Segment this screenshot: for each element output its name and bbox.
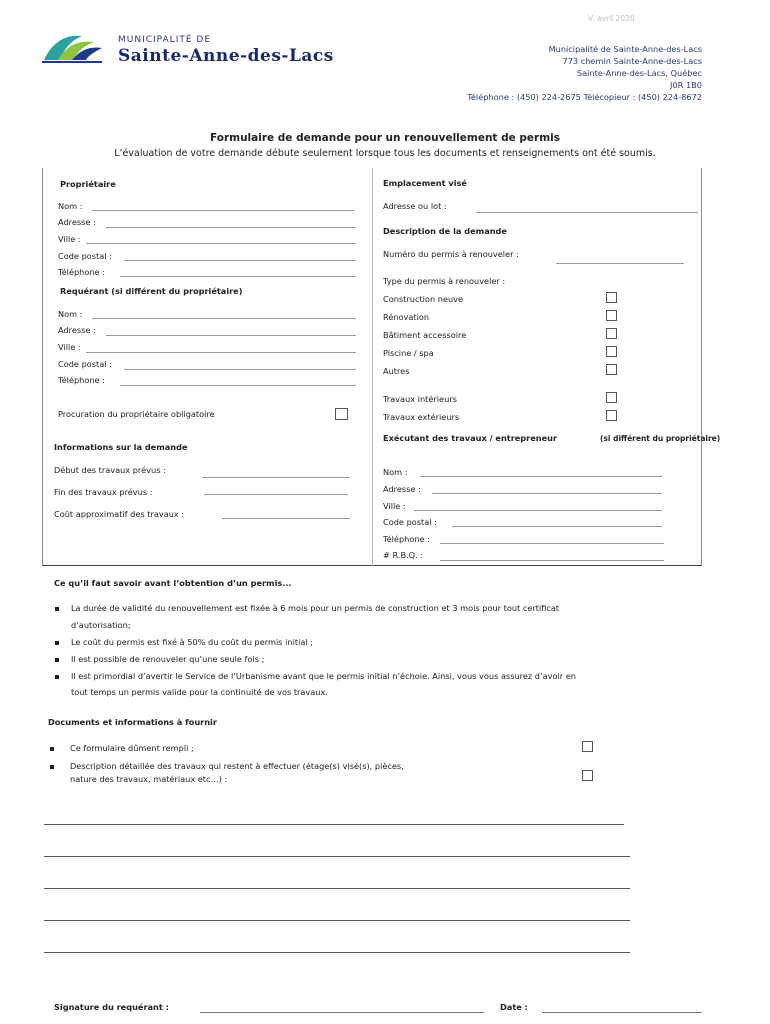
works-interior-checkbox[interactable] (606, 392, 617, 403)
bullet-icon (50, 747, 54, 751)
works-interior-label: Travaux intérieurs (383, 394, 457, 404)
column-separator (372, 168, 373, 566)
logo-line1: MUNICIPALITÉ DE (118, 35, 212, 45)
document-item-1-checkbox[interactable] (582, 741, 593, 752)
type-pool-label: Piscine / spa (383, 348, 434, 358)
works-exterior-label: Travaux extérieurs (383, 412, 460, 422)
executor-note: (si différent du propriétaire) (600, 434, 721, 443)
owner-city-label: Ville : (58, 234, 81, 244)
address-line3: Sainte-Anne-des-Lacs, Québec (576, 68, 702, 78)
type-accessory-checkbox[interactable] (606, 328, 617, 339)
page-title: Formulaire de demande pour un renouvellement de permis (209, 132, 561, 144)
owner-postal-field[interactable] (124, 260, 356, 261)
applicant-name-label: Nom : (58, 309, 83, 319)
cost-label: Coût approximatif des travaux : (54, 509, 185, 519)
type-pool-checkbox[interactable] (606, 346, 617, 357)
owner-phone-label: Téléphone : (58, 267, 105, 277)
applicant-name-field[interactable] (92, 318, 356, 319)
permit-type-label: Type du permis à renouveler : (383, 276, 506, 286)
owner-city-field[interactable] (86, 243, 356, 244)
applicant-address-label: Adresse : (58, 325, 96, 335)
knowledge-heading: Ce qu’il faut savoir avant l’obtention d’un permis... (54, 578, 292, 588)
knowledge-item-1: La durée de validité du renouvellement est fixée à 6 mois pour un permis de construction et 3 mois pour tout certificat (71, 603, 560, 613)
address-line5: Téléphone : (450) 224-2675 Télécopieur : (450) 224-8672 (467, 92, 702, 102)
permit-number-label: Numéro du permis à renouveler : (383, 249, 519, 259)
executor-phone-label: Téléphone : (383, 534, 430, 544)
document-item-2: Description détaillée des travaux qui restent à effectuer (étage(s) visé(s), pièces, (70, 761, 404, 771)
executor-name-field[interactable] (420, 476, 662, 477)
knowledge-item-4-cont: tout temps un permis valide pour la continuité de vos travaux. (71, 687, 328, 697)
address-line4: J0R 1B0 (670, 80, 702, 90)
description-line-4[interactable] (44, 920, 630, 921)
executor-postal-field[interactable] (452, 526, 662, 527)
start-date-field[interactable] (202, 477, 350, 478)
document-item-2-cont: nature des travaux, matériaux etc…) : (70, 774, 228, 784)
info-heading: Informations sur la demande (54, 442, 188, 452)
executor-address-label: Adresse : (383, 484, 421, 494)
applicant-city-label: Ville : (58, 342, 81, 352)
page-subtitle: L’évaluation de votre demande débute seulement lorsque tous les documents et renseignements ont été soumis. (114, 148, 656, 159)
bullet-icon (55, 675, 59, 679)
description-line-5[interactable] (44, 952, 630, 953)
type-accessory-label: Bâtiment accessoire (383, 330, 467, 340)
type-renovation-checkbox[interactable] (606, 310, 617, 321)
location-heading: Emplacement visé (383, 178, 467, 188)
applicant-city-field[interactable] (86, 352, 356, 353)
owner-phone-field[interactable] (120, 276, 356, 277)
owner-heading: Propriétaire (60, 179, 116, 189)
owner-name-field[interactable] (92, 210, 354, 211)
location-label: Adresse ou lot : (383, 201, 447, 211)
type-other-label: Autres (383, 366, 410, 376)
signature-field[interactable] (200, 1012, 484, 1013)
owner-address-label: Adresse : (58, 217, 96, 227)
date-field[interactable] (542, 1012, 702, 1013)
executor-rbq-field[interactable] (440, 560, 664, 561)
bullet-icon (50, 765, 54, 769)
end-date-label: Fin des travaux prévus : (54, 487, 153, 497)
knowledge-item-2: Le coût du permis est fixé à 50% du coût du permis initial ; (71, 637, 314, 647)
location-field[interactable] (476, 212, 698, 213)
end-date-field[interactable] (204, 494, 348, 495)
date-label: Date : (500, 1002, 528, 1012)
type-other-checkbox[interactable] (606, 364, 617, 375)
type-construction-label: Construction neuve (383, 294, 464, 304)
executor-rbq-label: # R.B.Q. : (383, 550, 424, 560)
owner-address-field[interactable] (106, 227, 356, 228)
executor-name-label: Nom : (383, 467, 408, 477)
description-line-2[interactable] (44, 856, 630, 857)
document-item-2-checkbox[interactable] (582, 770, 593, 781)
knowledge-item-1-cont: d’autorisation; (71, 620, 131, 630)
version-label: V. avril 2020 (588, 14, 635, 23)
type-renovation-label: Rénovation (383, 312, 430, 322)
executor-city-label: Ville : (383, 501, 406, 511)
address-line1: Municipalité de Sainte-Anne-des-Lacs (548, 44, 702, 54)
permit-number-field[interactable] (556, 263, 684, 264)
applicant-postal-label: Code postal : (58, 359, 112, 369)
type-construction-checkbox[interactable] (606, 292, 617, 303)
executor-phone-field[interactable] (440, 543, 664, 544)
signature-label: Signature du requérant : (54, 1002, 169, 1012)
applicant-phone-label: Téléphone : (58, 375, 105, 385)
cost-field[interactable] (222, 518, 350, 519)
owner-name-label: Nom : (58, 201, 83, 211)
document-item-1: Ce formulaire dûment rempli ; (70, 743, 194, 753)
procuration-label: Procuration du propriétaire obligatoire (58, 409, 215, 419)
start-date-label: Début des travaux prévus : (54, 465, 166, 475)
documents-heading: Documents et informations à fournir (48, 717, 217, 727)
description-line-3[interactable] (44, 888, 630, 889)
address-line2: 773 chemin Sainte-Anne-des-Lacs (562, 56, 702, 66)
description-heading: Description de la demande (383, 226, 507, 236)
executor-address-field[interactable] (432, 493, 662, 494)
description-line-1[interactable] (44, 824, 624, 825)
applicant-heading: Requérant (si différent du propriétaire) (60, 286, 243, 296)
bullet-icon (55, 641, 59, 645)
procuration-checkbox[interactable] (335, 408, 348, 420)
works-exterior-checkbox[interactable] (606, 410, 617, 421)
logo-line2: Sainte-Anne-des-Lacs (118, 46, 334, 66)
bullet-icon (55, 658, 59, 662)
owner-postal-label: Code postal : (58, 251, 112, 261)
applicant-phone-field[interactable] (120, 385, 356, 386)
applicant-address-field[interactable] (106, 335, 356, 336)
applicant-postal-field[interactable] (124, 369, 356, 370)
executor-postal-label: Code postal : (383, 517, 437, 527)
municipality-logo-icon (42, 30, 104, 66)
bullet-icon (55, 607, 59, 611)
executor-city-field[interactable] (414, 510, 662, 511)
executor-heading: Exécutant des travaux / entrepreneur (383, 433, 558, 443)
knowledge-item-3: Il est possible de renouveler qu’une seule fois ; (71, 654, 265, 664)
knowledge-item-4: Il est primordial d’avertir le Service de l’Urbanisme avant que le permis initial n’échoie. Ainsi, vous vous assurez d’avoir en (71, 671, 576, 681)
